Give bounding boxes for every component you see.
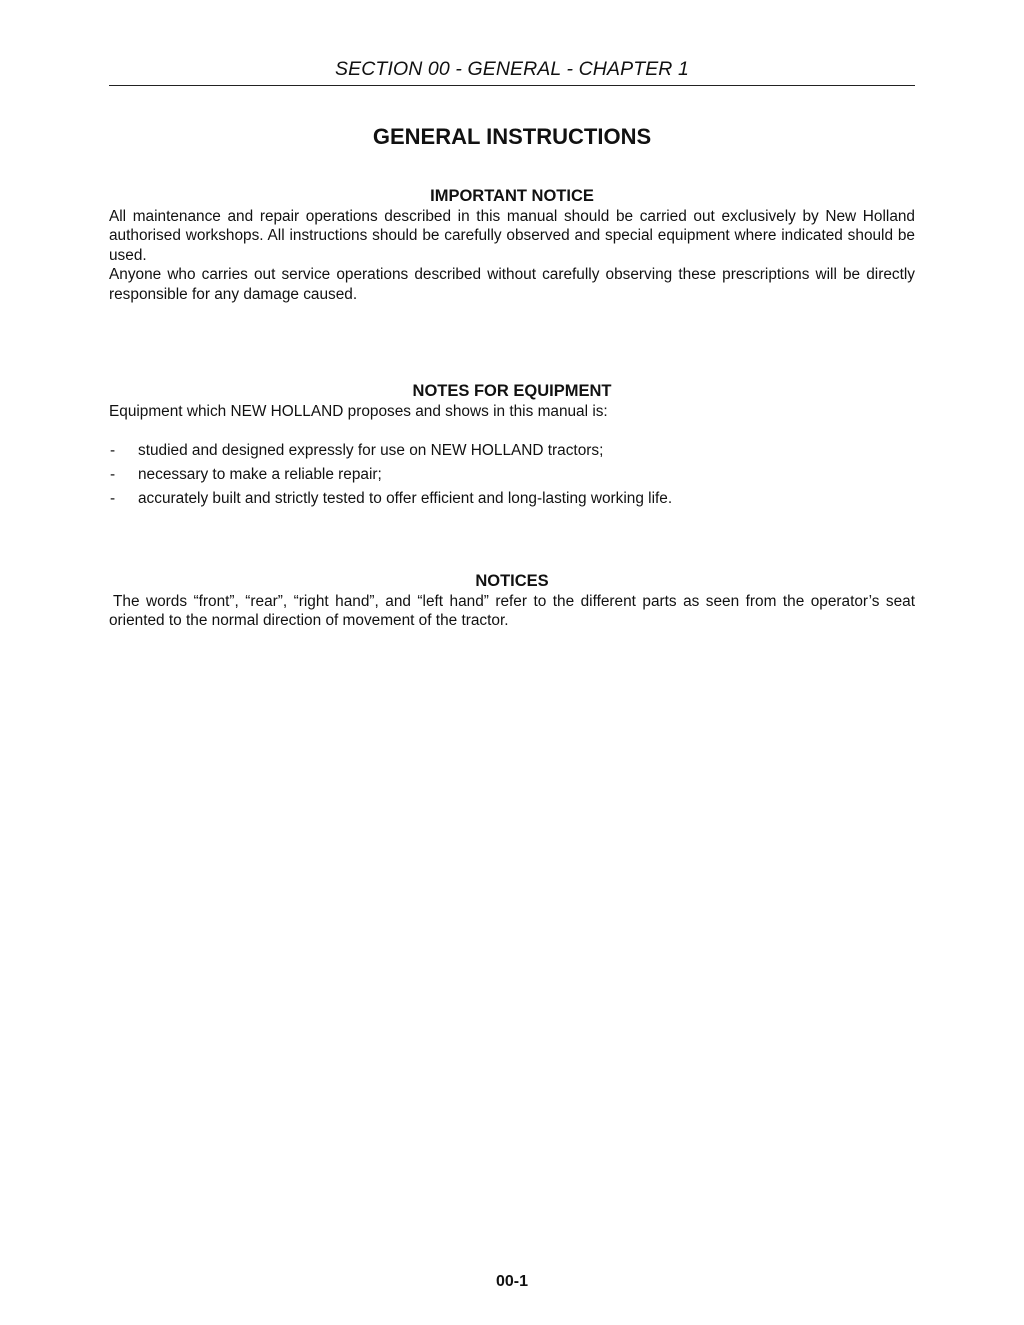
notices-section: [109, 571, 915, 631]
bullet-dash: -: [110, 466, 116, 484]
bullet-dash: -: [110, 442, 116, 460]
page-title: GENERAL INSTRUCTIONS: [372, 124, 652, 149]
important-notice-paragraph-1: All maintenance and repair operations described in this manual should be carried out exclusively by New Holland authorised workshops. All instructions should be carefully observed and special equipment where indicated should be used.: [109, 208, 915, 264]
page-header: [109, 56, 915, 86]
list-item-text: studied and designed expressly for use on NEW HOLLAND tractors;: [138, 442, 604, 460]
bullet-dash: -: [110, 490, 116, 508]
important-notice-heading: IMPORTANT NOTICE: [430, 187, 594, 205]
notes-for-equipment-section: [109, 381, 915, 513]
list-item: [109, 465, 915, 484]
equipment-list: [109, 441, 915, 508]
notes-for-equipment-heading: NOTES FOR EQUIPMENT: [412, 382, 612, 400]
list-item-text: necessary to make a reliable repair;: [138, 466, 382, 484]
important-notice-section: [109, 186, 915, 304]
notes-for-equipment-intro: Equipment which NEW HOLLAND proposes and shows in this manual is:: [109, 403, 608, 420]
list-item: [109, 441, 915, 460]
notices-heading: NOTICES: [475, 572, 549, 590]
important-notice-paragraph-2: Anyone who carries out service operations described without carefully observing these prescriptions will be directly responsible for any damage caused.: [109, 266, 915, 303]
header-title: SECTION 00 - GENERAL - CHAPTER 1: [335, 58, 689, 80]
list-item: [109, 489, 915, 508]
list-item-text: accurately built and strictly tested to offer efficient and long-lasting working life.: [138, 490, 673, 508]
notices-paragraph: The words “front”, “rear”, “right hand”, and “left hand” refer to the different parts as seen from the operator’s seat oriented to the normal direction of movement of the tractor.: [109, 593, 915, 630]
page-number: 00-1: [495, 1273, 529, 1290]
